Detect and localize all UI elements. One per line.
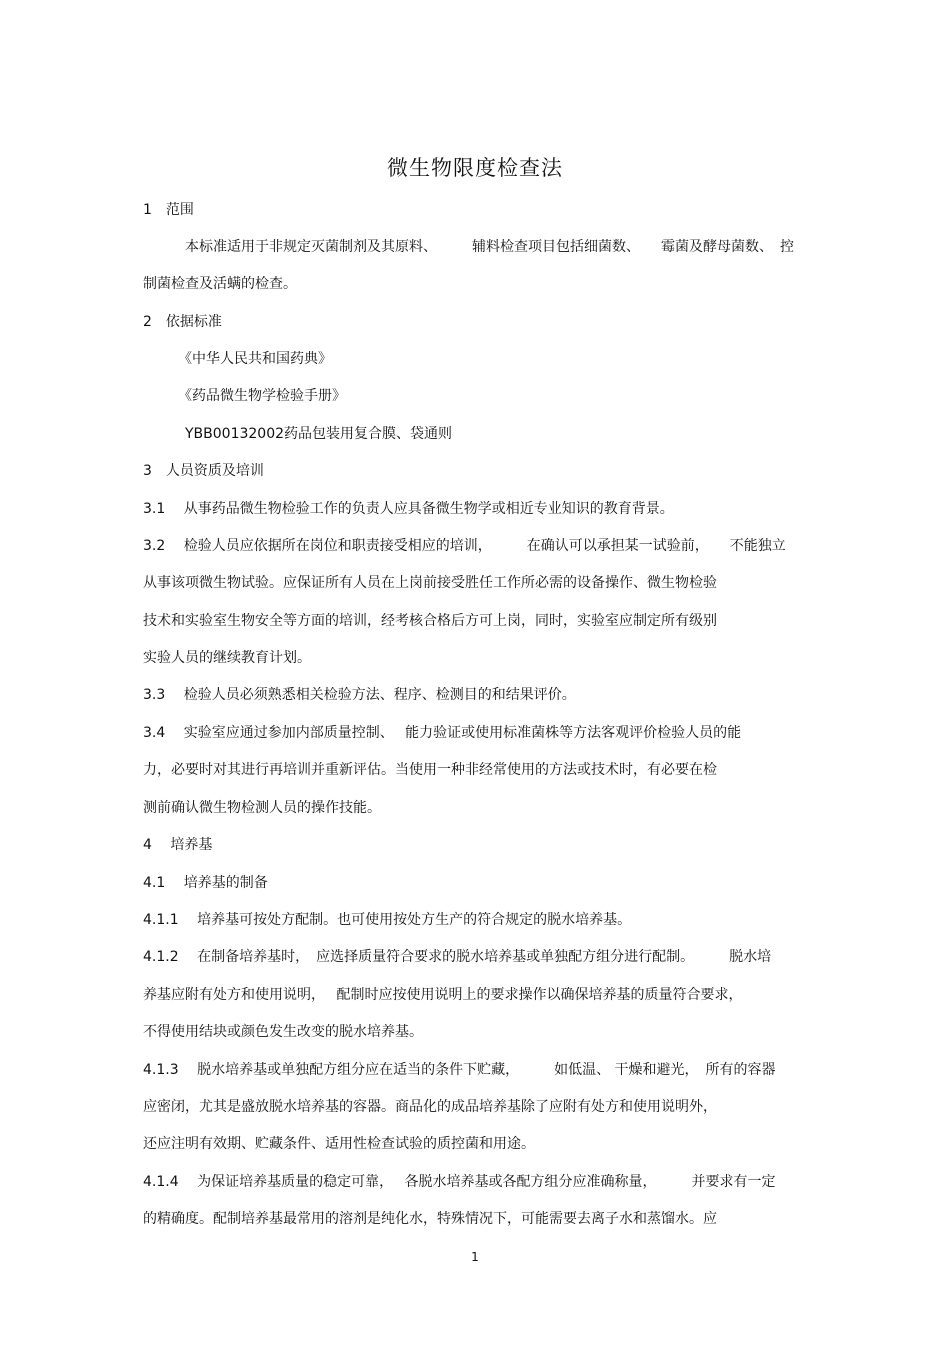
section-heading-3: 3 人员资质及培训: [143, 463, 264, 479]
reference-item: YBB00132002药品包装用复合膜、袋通则: [143, 426, 453, 442]
section-heading-1: 1 范围: [143, 202, 194, 218]
page-number: 1: [471, 1250, 479, 1264]
paragraph-line: 还应注明有效期、贮藏条件、适用性检查试验的质控菌和用途。: [143, 1136, 535, 1152]
paragraph-line: 3.1 从事药品微生物检验工作的负责人应具备微生物学或相近专业知识的教育背景。: [143, 501, 674, 517]
paragraph-line: 本标准适用于非规定灭菌制剂及其原料、 辅料检查项目包括细菌数、 霉菌及酵母菌数、 控: [143, 239, 794, 255]
paragraph-line: 测前确认微生物检测人员的操作技能。: [143, 800, 381, 816]
subsection-heading: 4.1 培养基的制备: [143, 875, 268, 891]
section-heading-2: 2 依据标准: [143, 314, 222, 330]
paragraph-line: 3.3 检验人员必须熟悉相关检验方法、程序、检测目的和结果评价。: [143, 687, 576, 703]
paragraph-line: 力，必要时对其进行再培训并重新评估。当使用一种非经常使用的方法或技术时，有必要在检: [143, 762, 717, 778]
paragraph-line: 4.1.1 培养基可按处方配制。也可使用按处方生产的符合规定的脱水培养基。: [143, 912, 632, 928]
paragraph-line: 4.1.3 脱水培养基或单独配方组分应在适当的条件下贮藏， 如低温、 干燥和避光， 所有的容器: [143, 1062, 776, 1078]
paragraph-line: 4.1.4 为保证培养基质量的稳定可靠， 各脱水培养基或各配方组分应准确称量， 并要求有一定: [143, 1174, 776, 1190]
paragraph-line: 的精确度。配制培养基最常用的溶剂是纯化水，特殊情况下，可能需要去离子水和蒸馏水。应: [143, 1211, 717, 1227]
paragraph-line: 技术和实验室生物安全等方面的培训，经考核合格后方可上岗，同时，实验室应制定所有级别: [143, 613, 717, 629]
paragraph-line: 从事该项微生物试验。应保证所有人员在上岗前接受胜任工作所必需的设备操作、微生物检验: [143, 575, 717, 591]
reference-item: 《中华人民共和国药典》: [143, 351, 332, 367]
paragraph-line: 3.4 实验室应通过参加内部质量控制、 能力验证或使用标准菌株等方法客观评价检验人员的能: [143, 725, 742, 741]
paragraph-line: 不得使用结块或颜色发生改变的脱水培养基。: [143, 1024, 423, 1040]
document-title: 微生物限度检查法: [387, 156, 563, 180]
paragraph-line: 应密闭，尤其是盛放脱水培养基的容器。商品化的成品培养基除了应附有处方和使用说明外，: [143, 1099, 717, 1115]
reference-item: 《药品微生物学检验手册》: [143, 388, 346, 404]
paragraph-line: 养基应附有处方和使用说明， 配制时应按使用说明上的要求操作以确保培养基的质量符合要求，: [143, 987, 743, 1003]
section-heading-4: 4 培养基: [143, 837, 213, 853]
paragraph-line: 制菌检查及活螨的检查。: [143, 276, 297, 292]
paragraph-line: 实验人员的继续教育计划。: [143, 650, 311, 666]
paragraph-line: 4.1.2 在制备培养基时， 应选择质量符合要求的脱水培养基或单独配方组分进行配制。 脱水培: [143, 949, 772, 965]
paragraph-line: 3.2 检验人员应依据所在岗位和职责接受相应的培训， 在确认可以承担某一试验前， 不能独立: [143, 538, 786, 554]
